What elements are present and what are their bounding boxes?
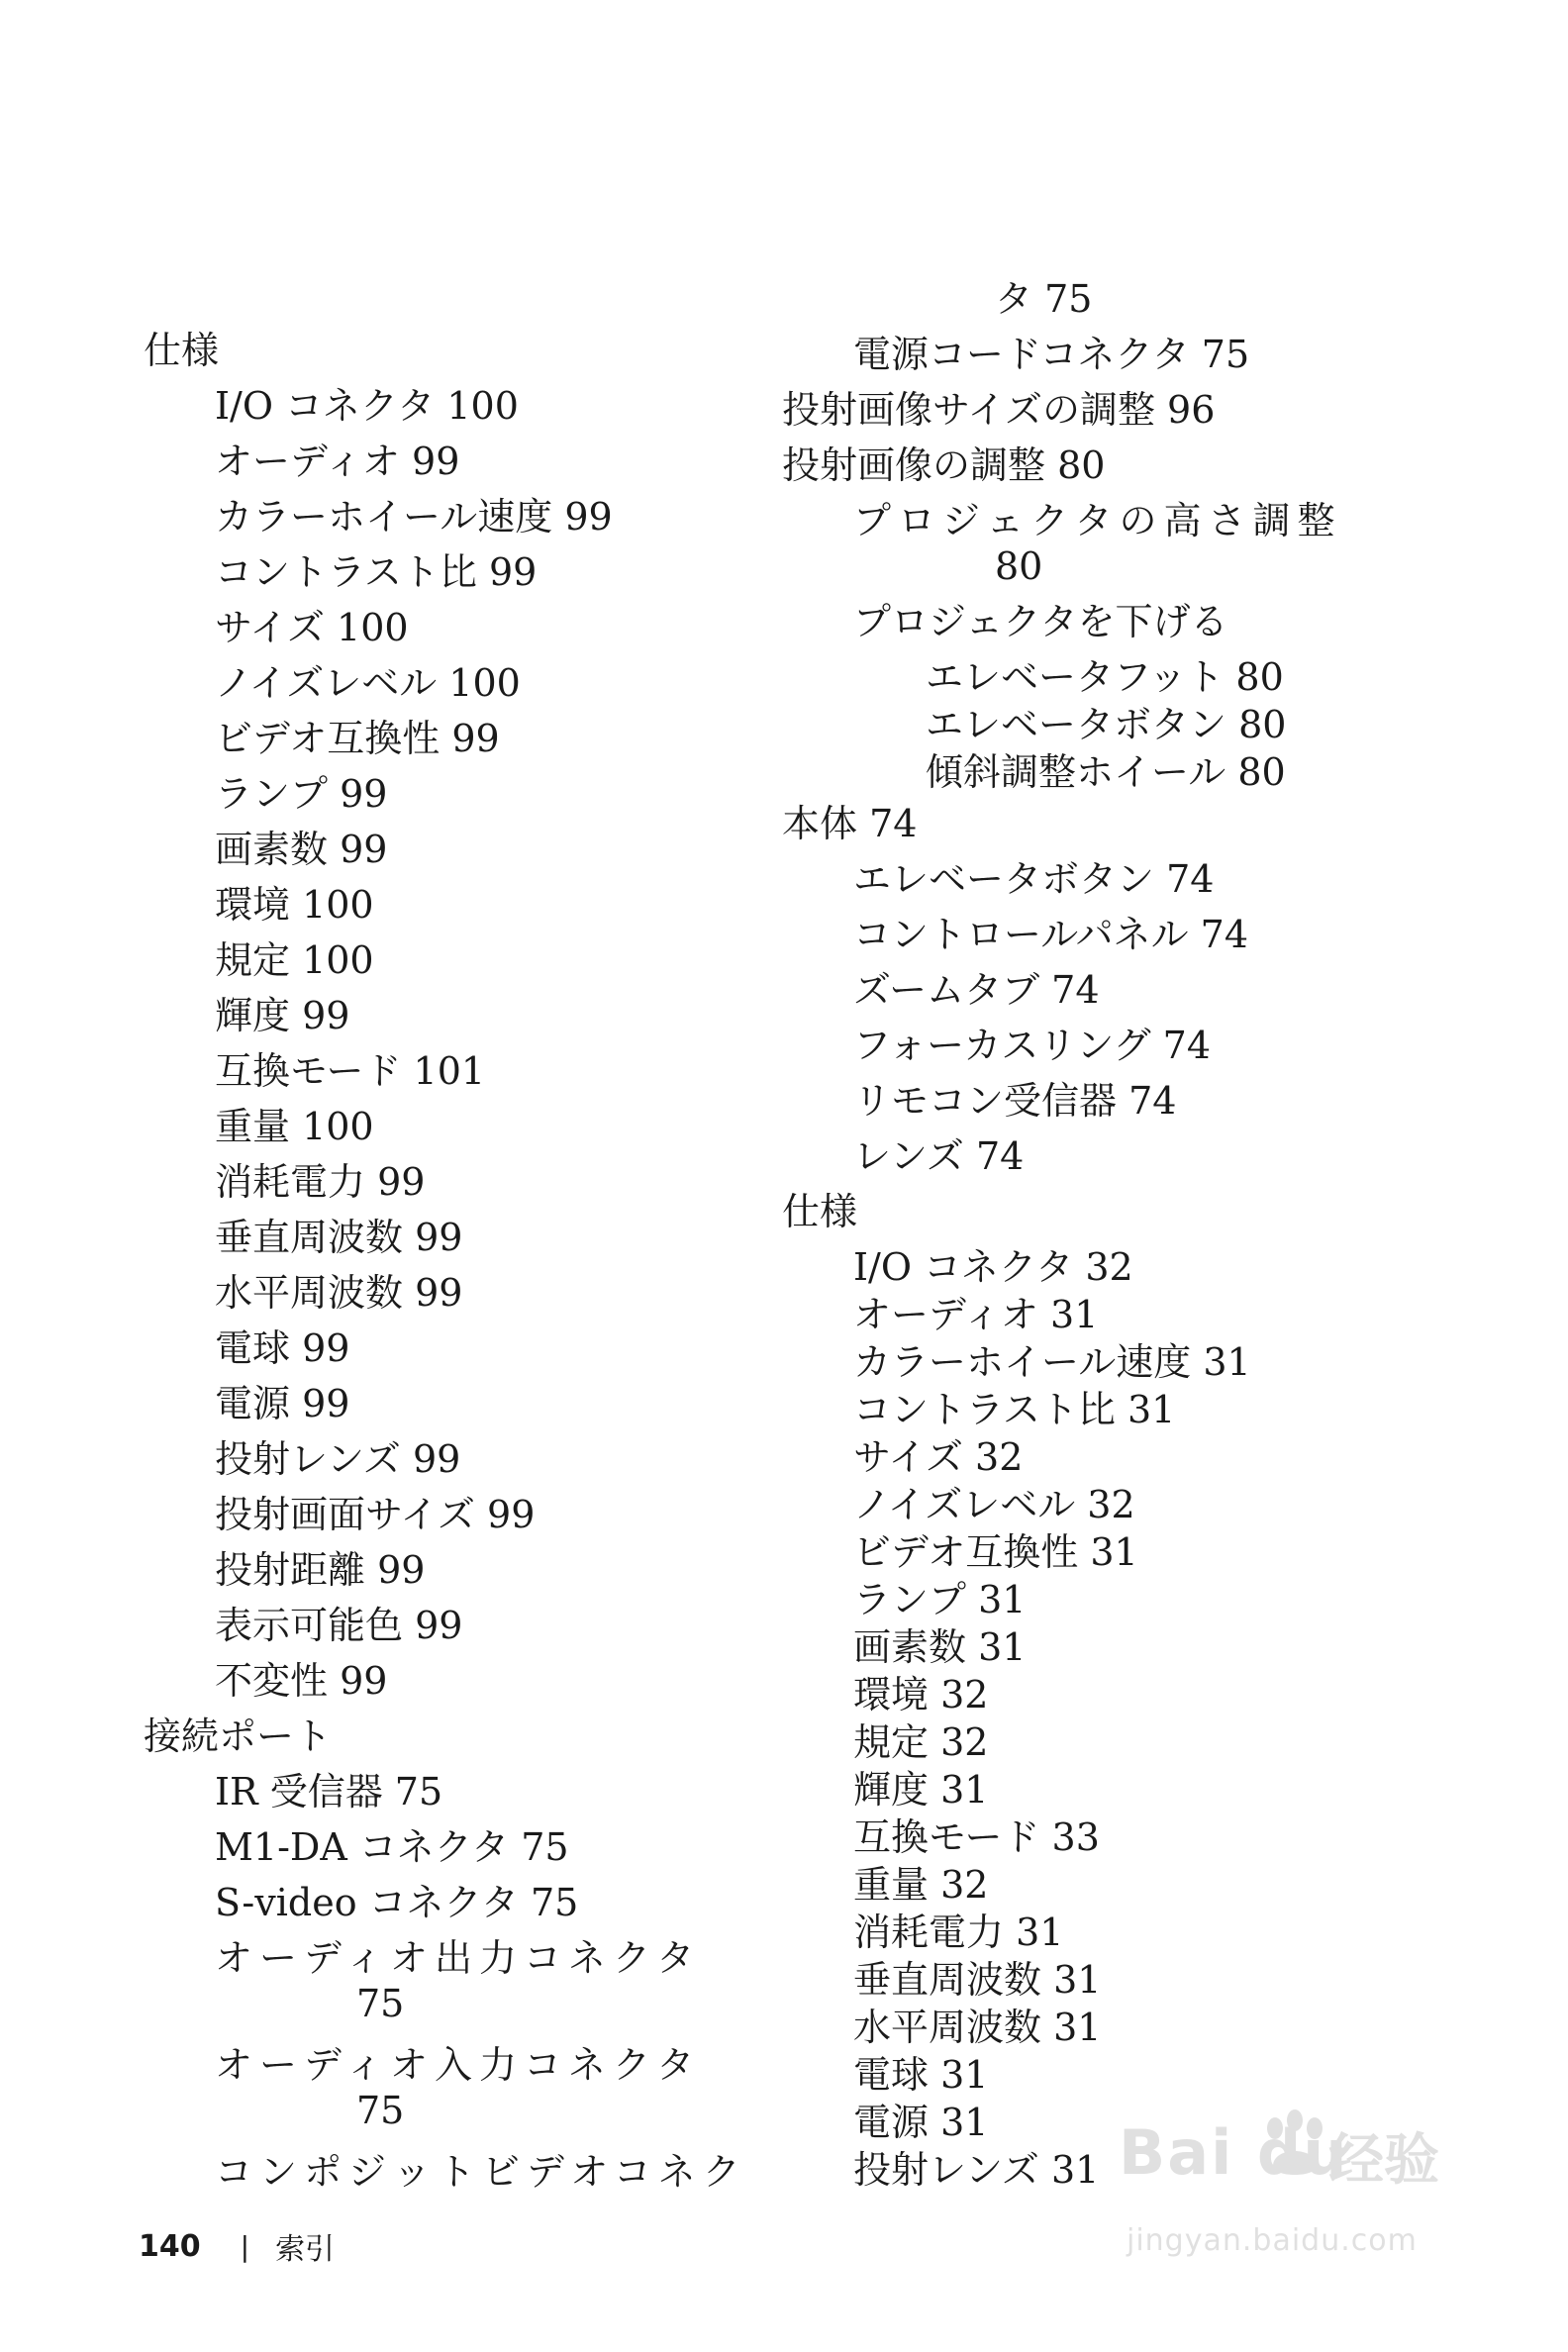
right-index-entry: オーディオ 31 — [853, 1293, 1099, 1336]
left-index-entry: M1-DA コネクタ 75 — [215, 1825, 569, 1869]
right-index-entry: 本体 74 — [782, 802, 918, 845]
watermark-brand: 经验 — [1328, 2128, 1439, 2193]
left-index-entry: 消耗電力 99 — [215, 1160, 426, 1204]
right-index-entry: 投射画像サイズの調整 96 — [782, 388, 1216, 432]
left-index-entry: オーディオ入力コネクタ — [215, 2043, 702, 2087]
left-index-entry: サイズ 100 — [215, 606, 409, 649]
left-index-entry: 投射レンズ 99 — [215, 1437, 461, 1481]
left-index-entry: 重量 100 — [215, 1105, 374, 1148]
left-index-entry: カラーホイール速度 99 — [215, 495, 613, 539]
left-index-entry: 投射画面サイズ 99 — [215, 1493, 536, 1536]
right-index-entry: 互換モード 33 — [853, 1815, 1100, 1859]
watermark-logo: Bai du — [1119, 2116, 1349, 2189]
left-index-entry: IR 受信器 75 — [215, 1770, 443, 1813]
right-index-entry: カラーホイール速度 31 — [853, 1340, 1251, 1384]
right-index-entry: コントロールパネル 74 — [853, 913, 1249, 956]
right-index-entry: 垂直周波数 31 — [853, 1958, 1102, 2002]
baidu-watermark — [1109, 2099, 1524, 2297]
right-index-entry: コントラスト比 31 — [853, 1388, 1176, 1431]
right-index-entry: タ 75 — [995, 277, 1093, 321]
left-index-entry: 輝度 99 — [215, 994, 350, 1037]
right-index-entry: フォーカスリング 74 — [853, 1024, 1212, 1067]
section-name: 索引 — [275, 2232, 336, 2267]
right-index-entry: プロジェクタの高さ調整 — [853, 499, 1342, 542]
left-index-entry: 電球 99 — [215, 1326, 350, 1370]
left-index-entry: S-video コネクタ 75 — [215, 1881, 579, 1924]
left-index-entry: オーディオ出力コネクタ — [215, 1936, 702, 1980]
left-index-entry: ビデオ互換性 99 — [215, 717, 500, 760]
left-index-entry: 接続ポート — [144, 1715, 333, 1758]
page-number: 140 — [139, 2228, 201, 2264]
left-index-entry: 75 — [356, 1982, 405, 2025]
right-index-entry: ノイズレベル 32 — [853, 1483, 1135, 1526]
left-index-entry: 表示可能色 99 — [215, 1604, 463, 1647]
right-index-entry: ビデオ互換性 31 — [853, 1530, 1138, 1574]
right-index-entry: 80 — [995, 544, 1043, 588]
right-index-entry: 重量 32 — [853, 1863, 989, 1907]
right-index-entry: 規定 32 — [853, 1720, 989, 1764]
left-index-entry: 不変性 99 — [215, 1659, 388, 1703]
right-index-entry: リモコン受信器 74 — [853, 1079, 1177, 1123]
right-index-entry: ランプ 31 — [853, 1578, 1027, 1621]
right-index-entry: I/O コネクタ 32 — [853, 1245, 1133, 1289]
left-index-entry: ランプ 99 — [215, 772, 388, 816]
right-index-entry: 電源コードコネクタ 75 — [853, 333, 1250, 376]
left-index-entry: 規定 100 — [215, 938, 374, 982]
left-index-entry: ノイズレベル 100 — [215, 661, 521, 705]
right-index-entry: 仕様 — [782, 1190, 858, 1233]
footer-separator: | — [240, 2229, 250, 2263]
left-index-entry: 電源 99 — [215, 1382, 350, 1425]
watermark-url: jingyan.baidu.com — [1127, 2223, 1418, 2258]
right-index-entry: 投射画像の調整 80 — [782, 443, 1106, 487]
left-index-entry: オーディオ 99 — [215, 440, 460, 483]
left-index-entry: 投射距離 99 — [215, 1548, 426, 1592]
right-index-entry: 投射レンズ 31 — [853, 2148, 1100, 2192]
left-index-entry: I/O コネクタ 100 — [215, 384, 519, 428]
page-footer — [139, 2224, 335, 2268]
left-index-entry: 垂直周波数 99 — [215, 1216, 463, 1259]
left-index-entry: 75 — [356, 2089, 405, 2132]
left-index-entry: コントラスト比 99 — [215, 550, 538, 594]
left-index-entry: 画素数 99 — [215, 828, 388, 871]
left-index-entry: 仕様 — [144, 329, 220, 372]
right-index-entry: 水平周波数 31 — [853, 2006, 1102, 2049]
left-index-entry: 互換モード 101 — [215, 1049, 486, 1093]
right-index-entry: 輝度 31 — [853, 1768, 989, 1812]
right-index-entry: ズームタブ 74 — [853, 968, 1100, 1012]
right-index-entry: 傾斜調整ホイール 80 — [926, 750, 1286, 794]
left-index-entry: 水平周波数 99 — [215, 1271, 463, 1315]
left-index-entry: 環境 100 — [215, 883, 374, 927]
right-index-entry: 電源 31 — [853, 2101, 989, 2144]
left-index-entry: コンポジットビデオコネク — [215, 2150, 747, 2194]
right-index-entry: 環境 32 — [853, 1673, 989, 1716]
right-index-entry: 消耗電力 31 — [853, 1911, 1064, 1954]
right-index-entry: エレベータボタン 80 — [926, 703, 1287, 746]
right-index-entry: レンズ 74 — [853, 1134, 1025, 1178]
right-index-entry: 画素数 31 — [853, 1625, 1027, 1669]
right-index-entry: 電球 31 — [853, 2053, 989, 2097]
right-index-entry: エレベータボタン 74 — [853, 857, 1215, 901]
right-index-entry: プロジェクタを下げる — [853, 600, 1228, 643]
right-index-entry: エレベータフット 80 — [926, 655, 1284, 699]
right-index-entry: サイズ 32 — [853, 1435, 1024, 1479]
